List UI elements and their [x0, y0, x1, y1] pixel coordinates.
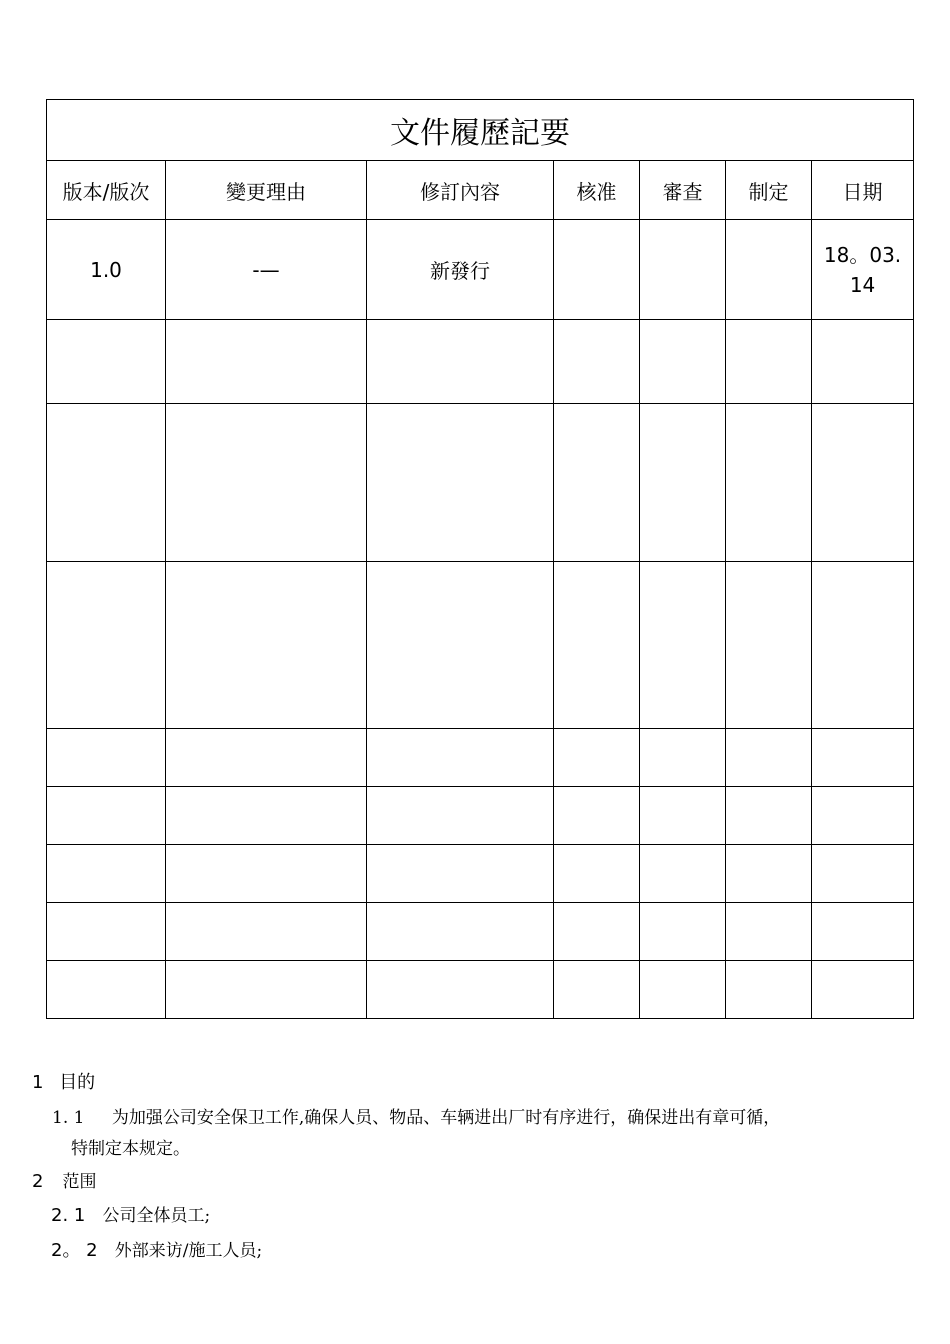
- table-row: [47, 961, 914, 1019]
- header-version: 版本/版次: [47, 161, 166, 220]
- table-row: [47, 562, 914, 729]
- section-1-title: 目的: [59, 1072, 96, 1093]
- section-2-2-text: 外部来访/施工人员;: [114, 1241, 263, 1261]
- cell-reason: -—: [166, 220, 367, 320]
- section-2-number: 2: [32, 1171, 44, 1192]
- section-1-1-text-a: 为加强公司安全保卫工作,确保人员、物品、车辆进出厂时有序进行，确保进出有章可循，: [111, 1108, 781, 1128]
- section-2-2-number: 2。 2: [51, 1240, 98, 1261]
- header-content: 修訂內容: [367, 161, 554, 220]
- date-line-1: 18。03.: [823, 242, 902, 267]
- section-2-1-text: 公司全体员工;: [102, 1206, 211, 1226]
- section-1-1: [52, 1103, 780, 1128]
- section-2-2: [51, 1236, 262, 1262]
- cell-review: [640, 220, 726, 320]
- header-prepare: 制定: [726, 161, 812, 220]
- section-1-1-text-b: 特制定本规定。: [71, 1139, 190, 1159]
- header-reason: 變更理由: [166, 161, 367, 220]
- cell-date: [812, 220, 914, 320]
- section-1-heading: [32, 1068, 95, 1094]
- table-row: [47, 220, 914, 320]
- table-title: 文件履歷記要: [47, 100, 914, 161]
- date-line-2: 14: [849, 272, 876, 297]
- cell-content: 新發行: [367, 220, 554, 320]
- section-2-1: [51, 1201, 210, 1226]
- table-row: [47, 845, 914, 903]
- table-row: [47, 320, 914, 404]
- header-date: 日期: [812, 161, 914, 220]
- header-approve: 核准: [554, 161, 640, 220]
- section-2-title: 范围: [62, 1172, 97, 1192]
- cell-version: 1.0: [47, 220, 166, 320]
- document-history-table: [46, 99, 914, 1019]
- table-row: [47, 903, 914, 961]
- section-2-1-number: 2. 1: [51, 1205, 86, 1226]
- cell-prepare: [726, 220, 812, 320]
- table-row: [47, 404, 914, 562]
- section-1-number: 1: [32, 1072, 44, 1093]
- table-row: [47, 787, 914, 845]
- section-1-1-number: 1. 1: [52, 1108, 85, 1128]
- section-2-heading: [32, 1167, 97, 1192]
- header-review: 審查: [640, 161, 726, 220]
- table-row: [47, 729, 914, 787]
- cell-approve: [554, 220, 640, 320]
